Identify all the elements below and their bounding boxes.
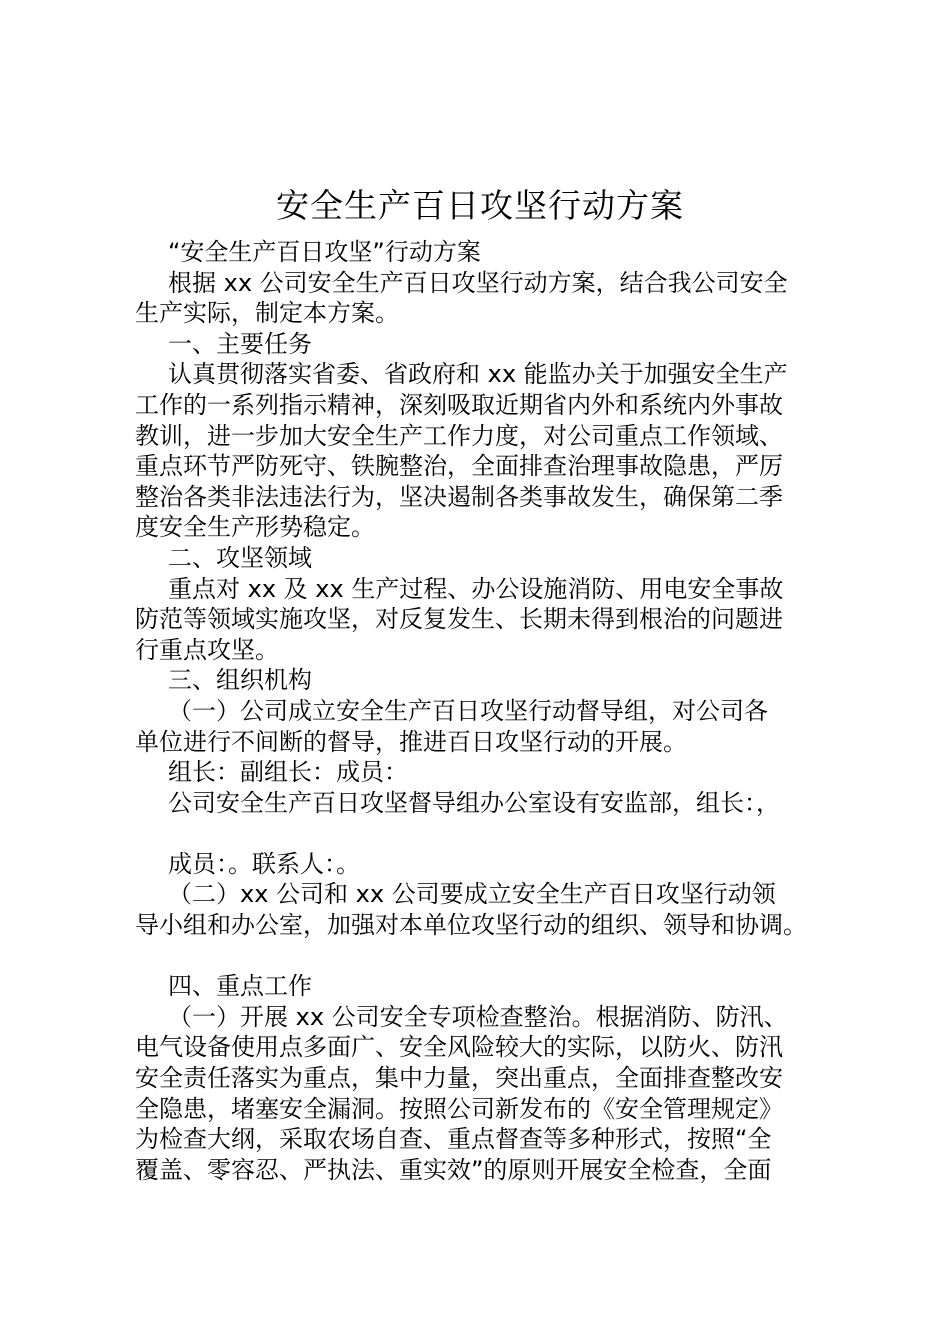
paragraph-line: 防范等领域实施攻坚，对反复发生、长期未得到根治的问题进 — [135, 605, 783, 634]
paragraph-line: 安全责任落实为重点，集中力量，突出重点，全面排查整改安 — [135, 1064, 783, 1093]
paragraph-line: 公司安全生产百日攻坚督导组办公室设有安监部，组长：， — [168, 788, 780, 817]
paragraph-line: （一）开展 xx 公司安全专项检查整治。根据消防、防汛、 — [168, 1002, 788, 1031]
paragraph-line: 认真贯彻落实省委、省政府和 xx 能监办关于加强安全生产 — [168, 360, 788, 389]
section-heading: 三、组织机构 — [168, 666, 312, 695]
document-body — [135, 237, 835, 1185]
paragraph-line: 组长：副组长：成员： — [168, 758, 408, 787]
subtitle-line: “安全生产百日攻坚”行动方案 — [168, 238, 481, 266]
paragraph-line: 为检查大纲，采取农场自查、重点督查等多种形式，按照“全 — [135, 1125, 772, 1154]
paragraph-line: （一）公司成立安全生产百日攻坚行动督导组，对公司各 — [168, 696, 768, 725]
paragraph-line: 行重点攻坚。 — [135, 635, 279, 664]
paragraph-line: 工作的一系列指示精神，深刻吸取近期省内外和系统内外事故 — [135, 390, 783, 419]
paragraph-line: 成员：。联系人：。 — [168, 849, 360, 878]
paragraph-line: 电气设备使用点多面广、安全风险较大的实际，以防火、防汛 — [135, 1033, 783, 1062]
section-heading: 四、重点工作 — [168, 972, 312, 1001]
blank-line — [135, 818, 835, 849]
document-title: 安全生产百日攻坚行动方案 — [276, 186, 684, 225]
paragraph-line: 生产实际，制定本方案。 — [135, 299, 399, 328]
paragraph-line: 覆盖、零容忍、严执法、重实效”的原则开展安全检查，全面 — [135, 1155, 772, 1184]
paragraph-line: 单位进行不间断的督导，推进百日攻坚行动的开展。 — [135, 727, 687, 756]
paragraph-line: 度安全生产形势稳定。 — [135, 513, 375, 542]
paragraph-line: 全隐患，堵塞安全漏洞。按照公司新发布的《安全管理规定》 — [135, 1094, 783, 1123]
paragraph-line: 整治各类非法违法行为，坚决遏制各类事故发生，确保第二季 — [135, 482, 783, 511]
paragraph-line: 教训，进一步加大安全生产工作力度，对公司重点工作领域、 — [135, 421, 783, 450]
section-heading: 二、攻坚领域 — [168, 543, 312, 572]
paragraph-line: （二）xx 公司和 xx 公司要成立安全生产百日攻坚行动领 — [168, 880, 776, 909]
paragraph-line: 重点对 xx 及 xx 生产过程、办公设施消防、用电安全事故 — [168, 574, 784, 603]
paragraph-line: 导小组和办公室，加强对本单位攻坚行动的组织、领导和协调。 — [135, 911, 807, 940]
section-heading: 一、主要任务 — [168, 329, 312, 358]
paragraph-line: 重点环节严防死守、铁腕整治，全面排查治理事故隐患，严厉 — [135, 452, 783, 481]
paragraph-line: 根据 xx 公司安全生产百日攻坚行动方案，结合我公司安全 — [168, 268, 788, 297]
blank-line — [135, 941, 835, 972]
